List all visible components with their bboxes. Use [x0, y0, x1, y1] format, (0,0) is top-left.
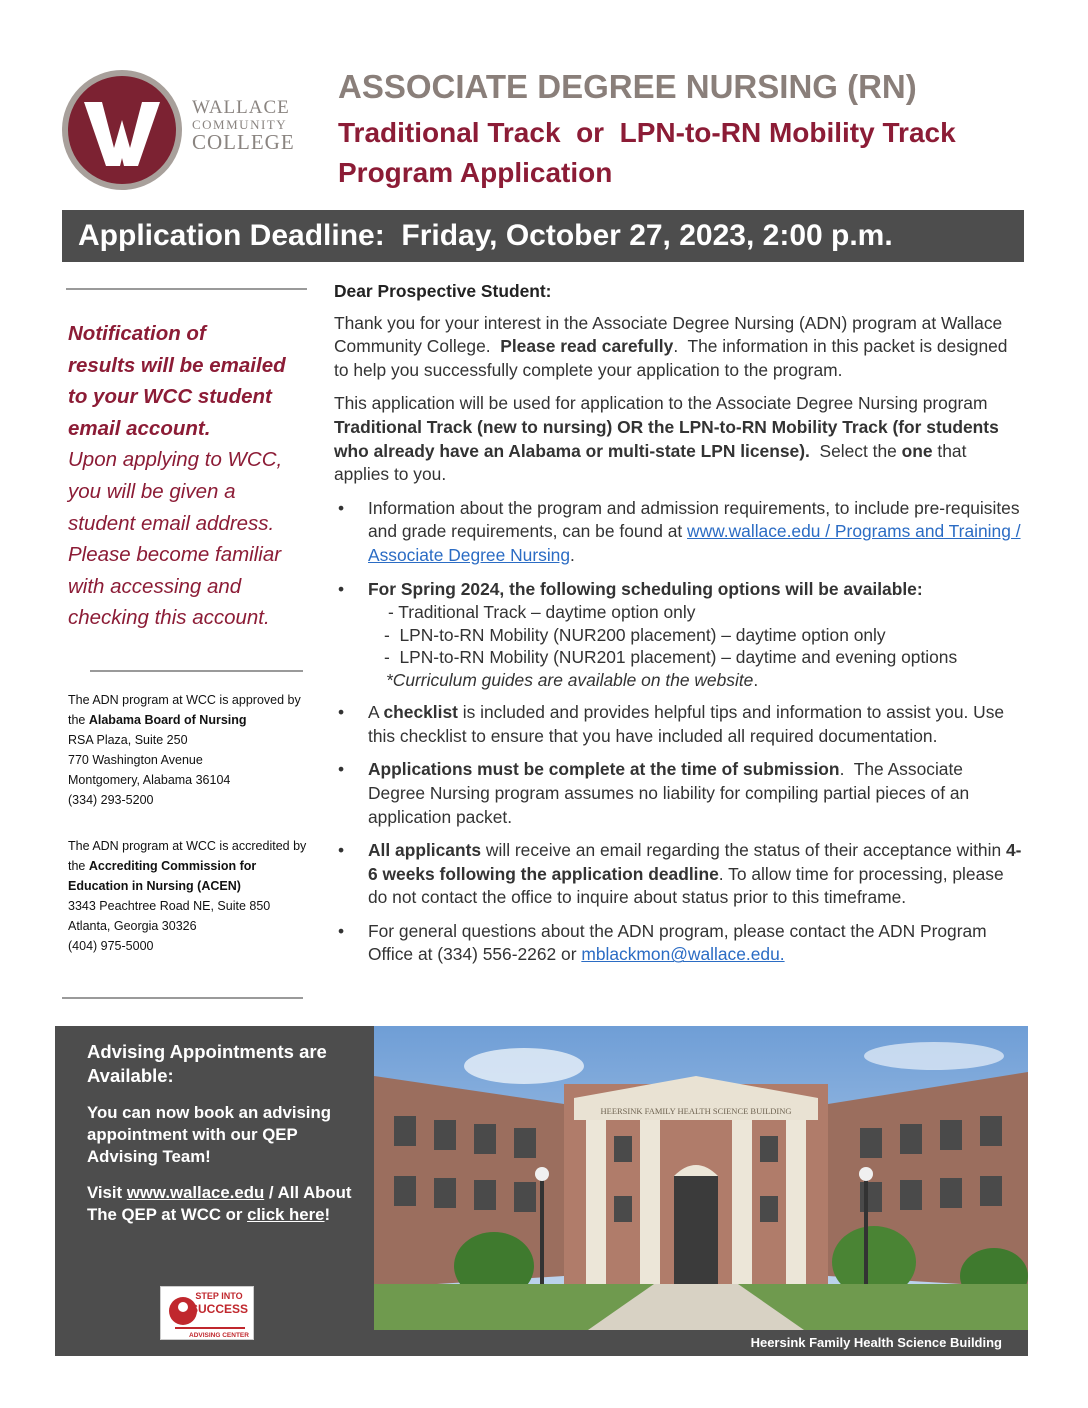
text-span: is included and provides helpful tips and information to assist you. Use this checklist to ensure that you have included all required documentation. — [368, 702, 1005, 746]
email-link[interactable]: mblackmon@wallace.edu. — [581, 944, 785, 965]
approval-body: Alabama Board of Nursing — [88, 713, 247, 727]
college-name-line2: COMMUNITY — [192, 117, 288, 132]
text-span: . The information in this packet is designed to help you successfully complete your application to the program. — [334, 336, 1013, 380]
college-logo-mark — [62, 70, 182, 190]
notice-line: checking this account. — [68, 606, 270, 630]
health-science-building-image — [374, 1026, 1028, 1330]
notice-line: results will be emailed — [68, 353, 286, 377]
emphasis-text: All applicants — [368, 840, 482, 861]
bullet-icon: • — [338, 702, 345, 723]
approval-pre: The ADN program at WCC is approved by the — [68, 693, 301, 727]
schedule-option: - LPN-to-RN Mobility (NUR200 placement) – daytime option only — [384, 624, 886, 645]
deadline-banner: Application Deadline: Friday, October 27, 2023, 2:00 p.m. — [62, 210, 1024, 262]
advising-visit — [87, 1182, 357, 1226]
emphasis-text: Please read carefully — [500, 336, 674, 357]
sidebar-divider-bottom — [62, 997, 303, 999]
accreditation-info — [68, 836, 308, 956]
photo-caption: Heersink Family Health Science Building — [750, 1335, 1002, 1350]
list-item — [334, 920, 1024, 967]
badge-line1: STEP INTO — [195, 1291, 243, 1301]
text-span: Thank you for your interest in the Associate Degree Nursing (ADN) program at Wallace Community College. — [334, 312, 1008, 357]
accreditation-address1: 3343 Peachtree Road NE, Suite 850 — [68, 899, 271, 913]
text-span: . — [753, 669, 759, 690]
sidebar-divider-top — [66, 288, 307, 290]
schedule-option: - Traditional Track – daytime option only — [388, 602, 696, 623]
click-here-link[interactable]: click here — [247, 1205, 325, 1224]
notice-line: Notification of — [68, 322, 206, 345]
approval-address3: Montgomery, Alabama 36104 — [68, 773, 231, 787]
bullet-icon: • — [338, 840, 345, 861]
advising-center-icon — [161, 1287, 253, 1339]
accreditation-pre: The ADN program at WCC is accredited by the — [68, 839, 307, 873]
board-approval-info — [68, 690, 308, 810]
text-span: . — [570, 544, 575, 565]
list-item — [334, 701, 1024, 748]
step-into-success-logo — [160, 1286, 254, 1340]
emphasis-text: Traditional Track (new to nursing) OR the LPN-to-RN Mobility Track (for students who already have an Alabama or multi-state LPN license). — [334, 416, 999, 461]
email-notification-notice — [68, 318, 308, 634]
advising-panel — [87, 1040, 357, 1240]
bullet-icon: • — [338, 759, 345, 780]
page-subtitle — [338, 113, 956, 193]
bullet-icon: • — [338, 920, 345, 941]
subtitle-line2: Program Application — [338, 157, 613, 188]
college-name-line1: WALLACE — [192, 97, 290, 118]
w-logo-icon — [62, 70, 182, 190]
badge-line3: ADVISING CENTER — [189, 1332, 249, 1339]
text-span: that applies to you. — [334, 440, 967, 485]
subtitle-line1: Traditional Track or LPN-to-RN Mobility Track — [338, 117, 956, 148]
accreditation-body: Accrediting Commission for Education in Nursing (ACEN) — [68, 859, 257, 893]
list-item — [334, 758, 1024, 829]
notice-line: Upon applying to WCC, — [68, 448, 283, 472]
curriculum-note — [384, 669, 1024, 692]
notice-line: student email address. — [68, 511, 275, 535]
text-span: will receive an email regarding the status of their acceptance within — [481, 840, 1006, 861]
emphasis-text: checklist — [383, 702, 458, 723]
notice-line: you will be given a — [68, 479, 236, 503]
accreditation-text — [68, 836, 308, 896]
approval-address1: RSA Plaza, Suite 250 — [68, 733, 188, 747]
adn-program-link[interactable]: www.wallace.edu / Programs and Training / Associate Degree Nursing — [368, 521, 1021, 565]
notice-line: with accessing and — [68, 574, 242, 598]
text-span: For general questions about the ADN program, please contact the ADN Program Office at (334) 556-2262 or — [368, 920, 987, 965]
text-span: / All About The QEP at WCC or — [87, 1183, 352, 1224]
note-text: *Curriculum guides are available on the website — [386, 669, 754, 690]
schedule-option: - LPN-to-RN Mobility (NUR201 placement) – daytime and evening options — [384, 647, 958, 668]
salutation: Dear Prospective Student: — [334, 281, 552, 301]
building-photo — [374, 1026, 1028, 1330]
building-sign: HEERSINK FAMILY HEALTH SCIENCE BUILDING — [600, 1106, 792, 1116]
notice-line: email account. — [68, 416, 211, 440]
notice-line: to your WCC student — [68, 385, 272, 409]
list-item — [334, 839, 1024, 910]
accreditation-phone: (404) 975-5000 — [68, 939, 154, 953]
notice-line: Please become familiar — [68, 543, 282, 567]
info-bullet-list — [334, 497, 1024, 967]
text-span: . To allow time for processing, please do not contact the office to inquire about status prior to this timeframe. — [368, 863, 1004, 908]
text-span: Visit — [87, 1183, 127, 1202]
emphasis-text: Applications must be complete at the time of submission — [368, 759, 840, 780]
text-span: Information about the program and admission requirements, to include pre-requisites and grade requirements, can be found at — [368, 497, 1020, 542]
bullet-icon: • — [338, 578, 345, 599]
text-span: . The Associate Degree Nursing program assumes no liability for compiling partial pieces of an application packet. — [368, 759, 975, 827]
intro-paragraph — [334, 312, 1024, 383]
approval-text — [68, 690, 308, 730]
accreditation-address2: Atlanta, Georgia 30326 — [68, 919, 197, 933]
list-item — [334, 578, 1024, 692]
page-title: ASSOCIATE DEGREE NURSING (RN) — [338, 68, 917, 105]
bullet-icon: • — [338, 497, 345, 518]
badge-line2: SUCCESS — [189, 1302, 249, 1316]
emphasis-text: one — [901, 440, 933, 461]
text-span: This application will be used for application to the Associate Degree Nursing program — [334, 393, 988, 414]
list-item — [334, 497, 1024, 568]
text-span: Select the — [809, 440, 902, 461]
college-name — [192, 98, 295, 152]
wallace-link[interactable]: www.wallace.edu — [126, 1183, 265, 1202]
advising-title: Advising Appointments are Available: — [87, 1041, 327, 1086]
approval-address2: 770 Washington Avenue — [68, 753, 203, 767]
schedule-options — [368, 601, 1024, 691]
emphasis-text: 4-6 weeks following the application deadline — [368, 840, 1022, 884]
sidebar-divider-middle — [90, 670, 303, 672]
schedule-heading: For Spring 2024, the following scheduling options will be available: — [368, 578, 923, 599]
college-name-line3: COLLEGE — [192, 130, 295, 154]
letter-body — [334, 280, 1024, 977]
approval-phone: (334) 293-5200 — [68, 793, 154, 807]
text-span: ! — [324, 1205, 331, 1224]
advising-text: You can now book an advising appointment with our QEP Advising Team! — [87, 1103, 331, 1166]
track-paragraph — [334, 392, 1024, 486]
text-span: A — [368, 702, 384, 723]
